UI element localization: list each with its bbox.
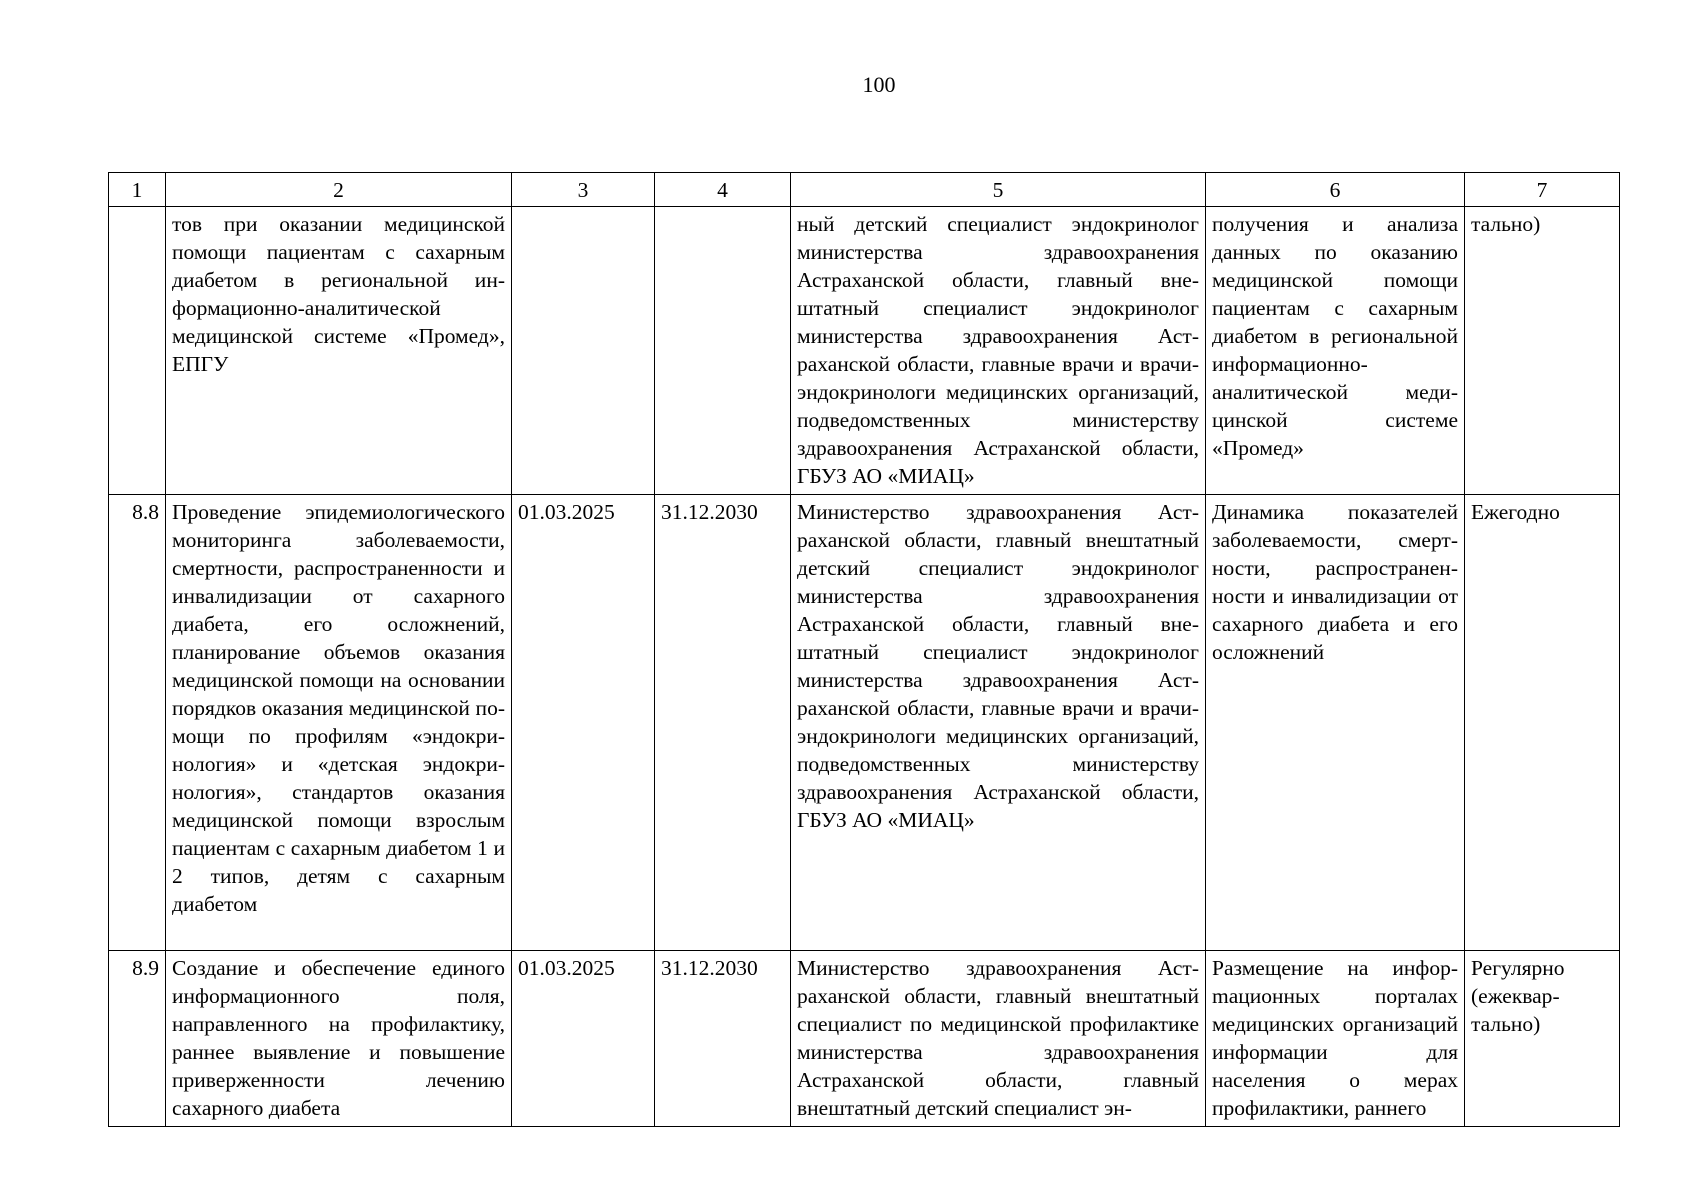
responsible-cell: Министерство здравоохранения Астраханской области, главный внештатный специалист по медицинской профилактике министерства здравоохранения Астраханской области, главный внештатный детский специалист эн- bbox=[791, 951, 1206, 1127]
table-row bbox=[109, 207, 1620, 495]
start-date-cell: 01.03.2025 bbox=[512, 951, 655, 1127]
header-col-3: 3 bbox=[512, 173, 655, 207]
result-cell: Размещение на инфорmационных порталах медицинских организаций информации для населения о мерах профилактики, раннего bbox=[1206, 951, 1465, 1127]
end-date-cell bbox=[655, 207, 791, 495]
header-col-6: 6 bbox=[1206, 173, 1465, 207]
end-date-cell: 31.12.2030 bbox=[655, 495, 791, 951]
frequency-cell: тально) bbox=[1465, 207, 1620, 495]
row-number: 8.8 bbox=[109, 495, 166, 951]
page-number: 100 bbox=[862, 72, 896, 97]
header-col-5: 5 bbox=[791, 173, 1206, 207]
start-date-cell: 01.03.2025 bbox=[512, 495, 655, 951]
header-row bbox=[109, 173, 1620, 207]
row-number: 8.9 bbox=[109, 951, 166, 1127]
measures-table bbox=[108, 172, 1620, 1127]
header-col-2: 2 bbox=[166, 173, 512, 207]
start-date-cell bbox=[512, 207, 655, 495]
activity-cell: Проведение эпидемиологического мониторинга заболеваемости, смертности, распространенности и инвалидизации от сахарного диабета, его осложнений, планирование объемов оказания медицинской помощи на основании порядков оказания медицинской помощи по профилям «эндокринология» и «детская эндокринология», стандартов оказания медицинской помощи взрослым пациентам с сахарным диабетом 1 и 2 типов, детям с сахарным диабетом bbox=[166, 495, 512, 951]
header-col-7: 7 bbox=[1465, 173, 1620, 207]
responsible-cell: Министерство здравоохранения Астраханской области, главный внештатный детский специалист эндокринолог министерства здравоохранения Астраханской области, главный внештатный специалист эндокринолог министерства здравоохранения Астраханской области, главные врачи и врачи-эндокринологи медицинских организаций, подведомственных министерству здравоохранения Астраханской области, ГБУЗ АО «МИАЦ» bbox=[791, 495, 1206, 951]
activity-cell: тов при оказании медицинской помощи пациентам с сахарным диабетом в региональной информационно-аналитической медицинской системе «Промед», ЕПГУ bbox=[166, 207, 512, 495]
row-number bbox=[109, 207, 166, 495]
frequency-cell: Регулярно (ежеквартально) bbox=[1465, 951, 1620, 1127]
table-row bbox=[109, 495, 1620, 951]
activity-cell: Создание и обеспечение единого информационного поля, направленного на профилактику, раннее выявление и повышение приверженности лечению сахарного диабета bbox=[166, 951, 512, 1127]
header-col-1: 1 bbox=[109, 173, 166, 207]
frequency-cell: Ежегодно bbox=[1465, 495, 1620, 951]
end-date-cell: 31.12.2030 bbox=[655, 951, 791, 1127]
responsible-cell: ный детский специалист эндокринолог министерства здравоохранения Астраханской области, главный внештатный специалист эндокринолог министерства здравоохранения Астраханской области, главные врачи и врачи-эндокринологи медицинских организаций, подведомственных министерству здравоохранения Астраханской области, ГБУЗ АО «МИАЦ» bbox=[791, 207, 1206, 495]
header-col-4: 4 bbox=[655, 173, 791, 207]
result-cell: получения и анализа данных по оказанию медицинской помощи пациентам с сахарным диабетом в региональной информационно-аналитической медицинской системе «Промед» bbox=[1206, 207, 1465, 495]
table-row bbox=[109, 951, 1620, 1127]
result-cell: Динамика показателей заболеваемости, смертности, распространенности и инвалидизации от сахарного диабета и его осложнений bbox=[1206, 495, 1465, 951]
